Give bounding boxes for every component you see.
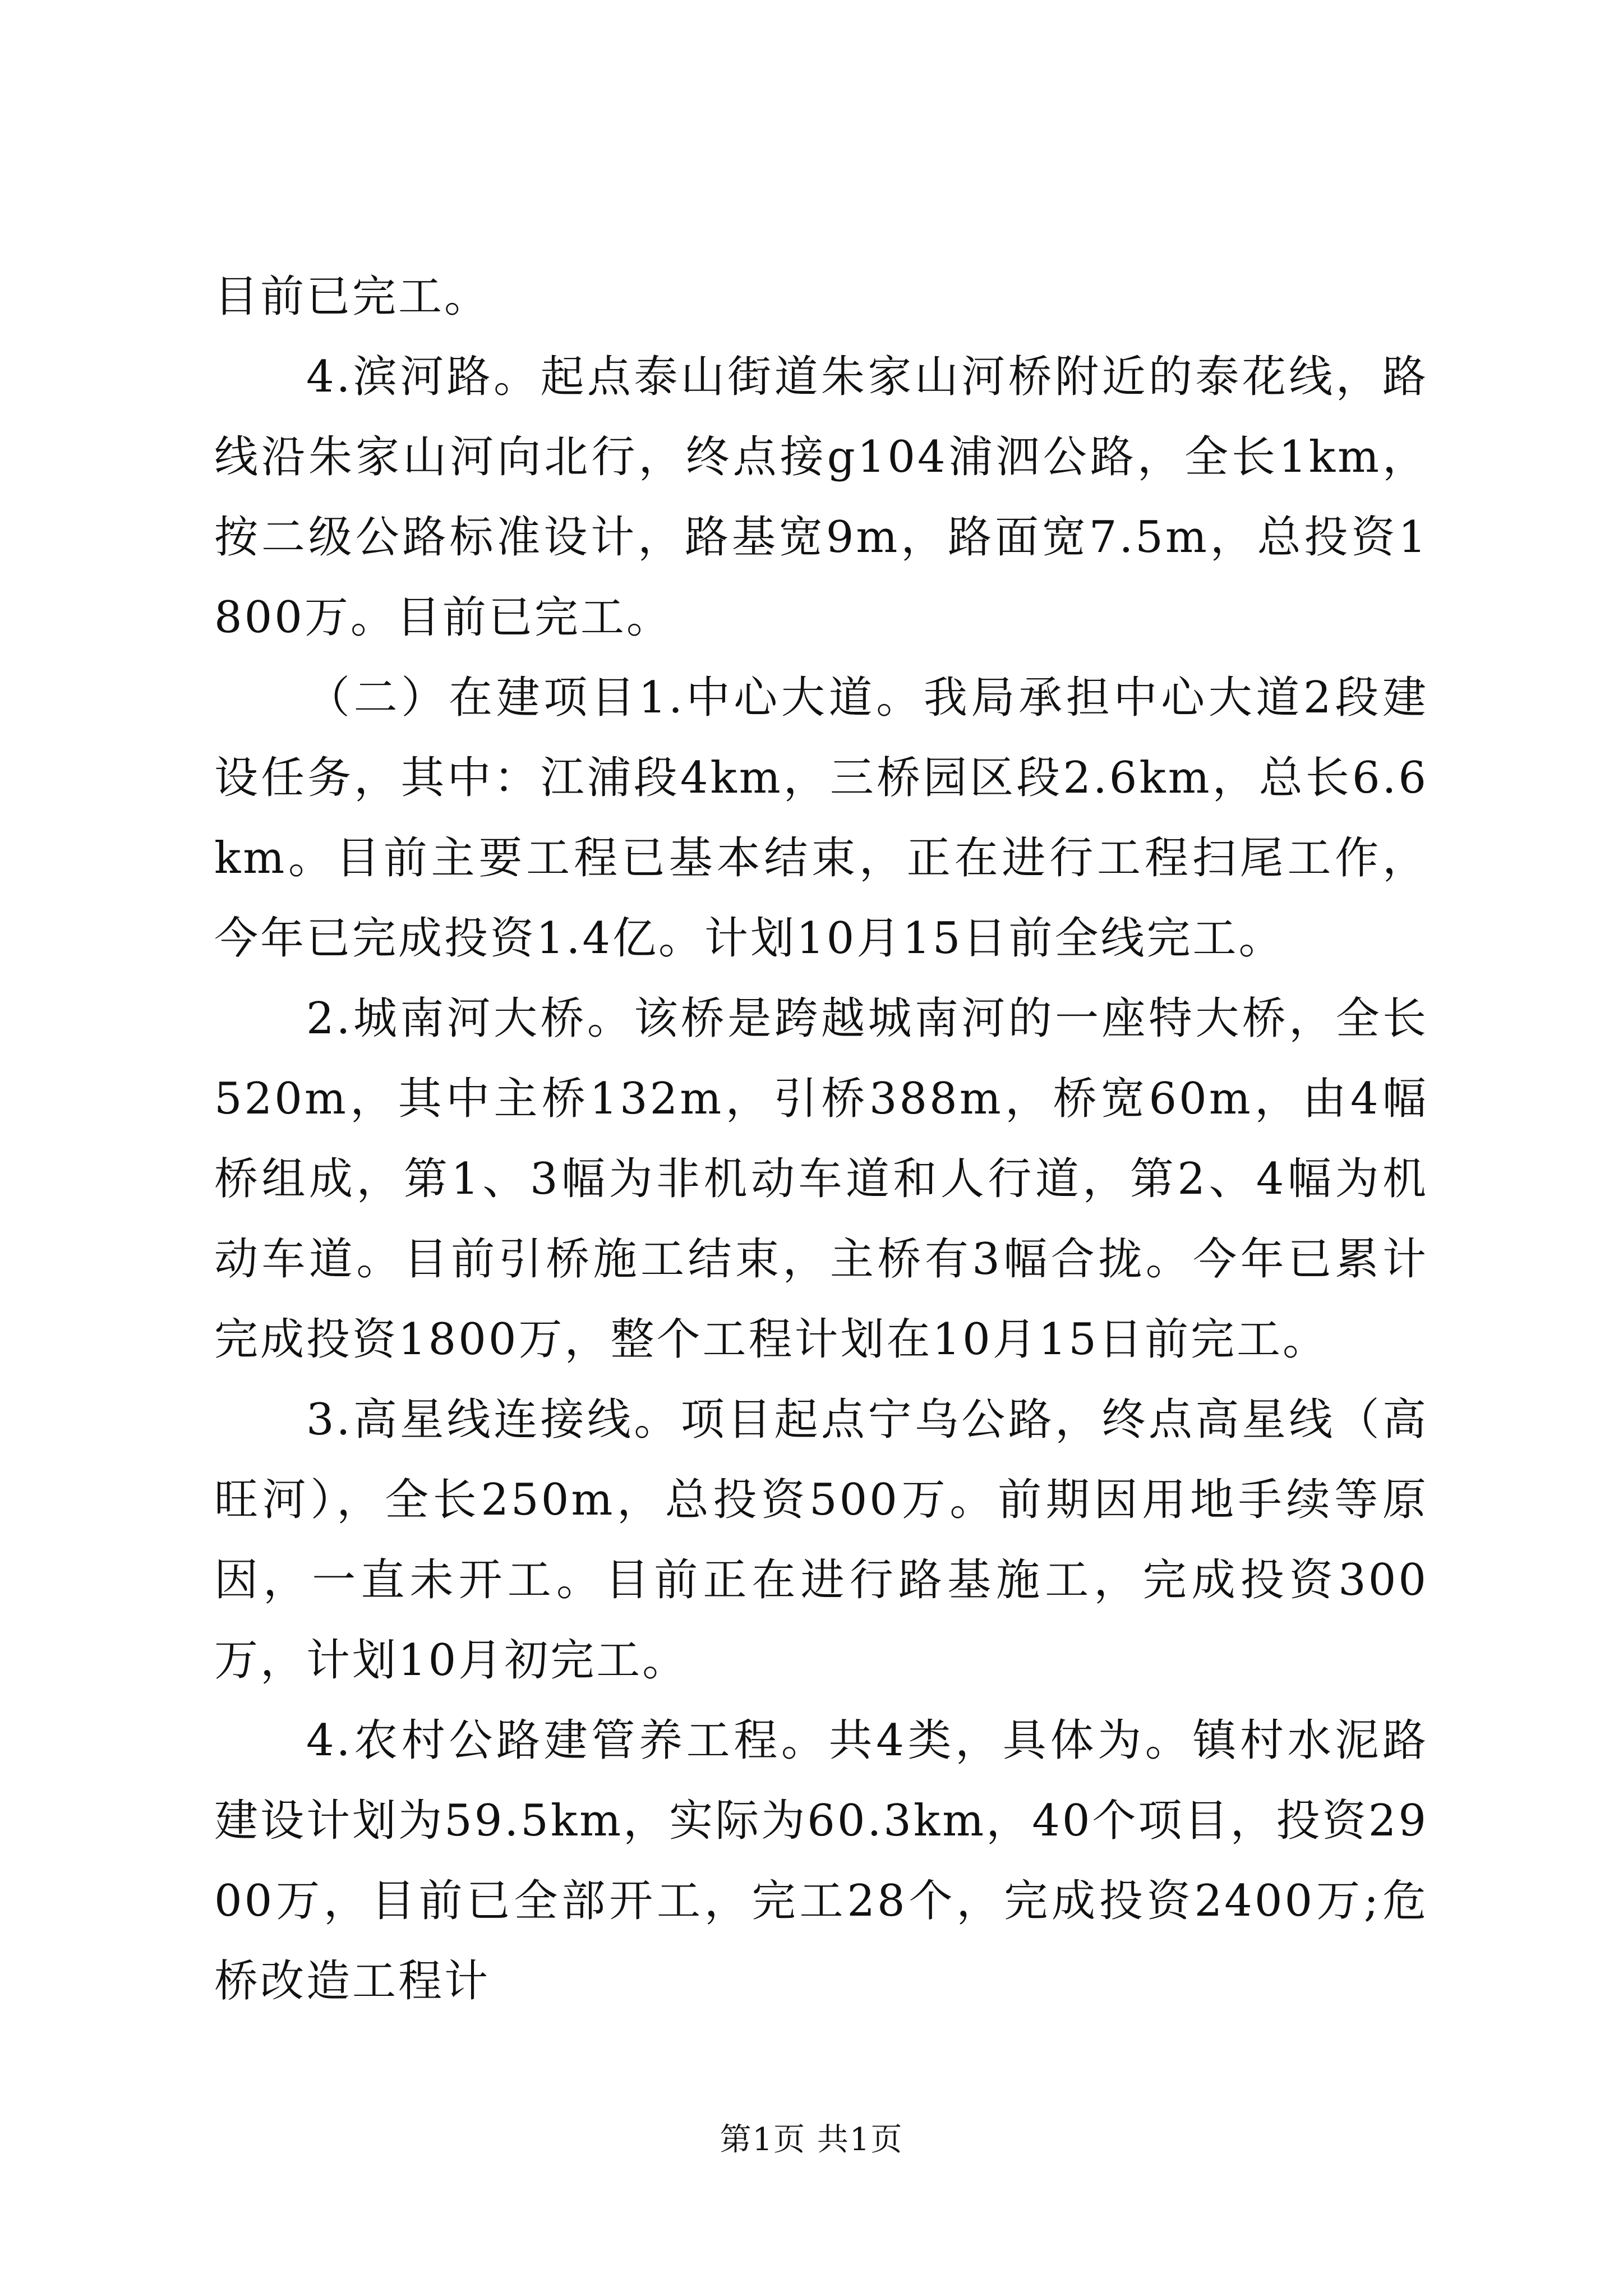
- paragraph-binhe-road: 4.滨河路。起点泰山街道朱家山河桥附近的泰花线，路线沿朱家山河向北行，终点接g104浦泗公路，全长1km，按二级公路标准设计，路基宽9m，路面宽7.5m，总投资1800万。目前已完工。: [214, 352, 1428, 643]
- paragraph-continuation: 目前已完工。: [214, 272, 491, 322]
- paragraph-gaoxing-connector: 3.高星线连接线。项目起点宁乌公路，终点高星线（高旺河），全长250m，总投资500万。前期因用地手续等原因，一直未开工。目前正在进行路基施工，完成投资300万，计划10月初完工。: [214, 1395, 1428, 1686]
- paragraph-rural-roads: 4.农村公路建管养工程。共4类，具体为。镇村水泥路建设计划为59.5km，实际为60.3km，40个项目，投资2900万，目前已全部开工，完工28个，完成投资2400万;危桥改造工程计: [214, 1715, 1428, 2007]
- page-footer: 第1页 共1页: [720, 2122, 903, 2158]
- paragraph-central-avenue: （二）在建项目1.中心大道。我局承担中心大道2段建设任务，其中：江浦段4km，三桥园区段2.6km，总长6.6km。目前主要工程已基本结束，正在进行工程扫尾工作，今年已完成投资1.4亿。计划10月15日前全线完工。: [214, 673, 1428, 964]
- document-body: [214, 257, 1428, 2022]
- paragraph-chengnan-bridge: 2.城南河大桥。该桥是跨越城南河的一座特大桥，全长520m，其中主桥132m，引桥388m，桥宽60m，由4幅桥组成，第1、3幅为非机动车道和人行道，第2、4幅为机动车道。目前引桥施工结束，主桥有3幅合拢。今年已累计完成投资1800万，整个工程计划在10月15日前完工。: [214, 993, 1428, 1365]
